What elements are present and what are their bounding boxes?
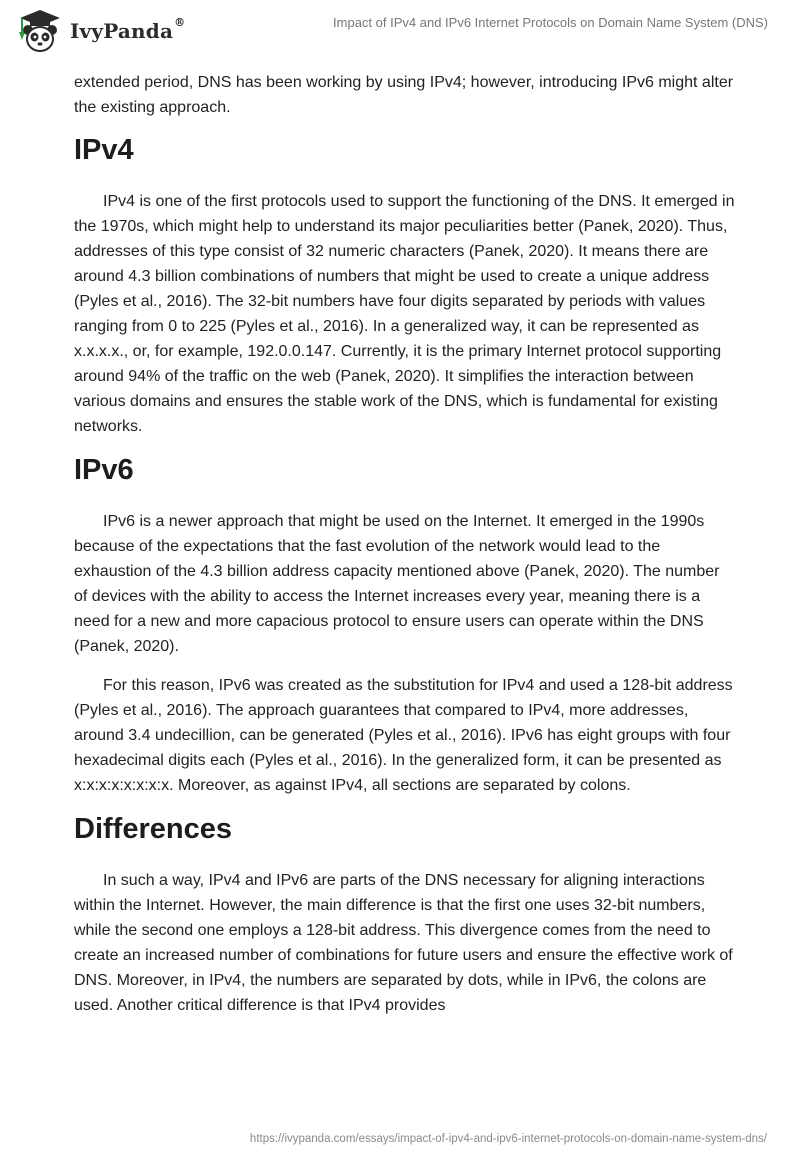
section-heading-differences: Differences [74,813,232,845]
section-heading-ipv4: IPv4 [74,134,134,166]
page-header [0,0,800,62]
paragraph-continuation: extended period, DNS has been working by using IPv4; however, introducing IPv6 might alter the existing approach. [74,74,734,116]
essay-body [74,70,736,1032]
panda-graduate-icon [16,8,64,54]
paragraph-differences: In such a way, IPv4 and IPv6 are parts of the DNS necessary for aligning interactions within the Internet. However, the main difference is that the first one uses 32-bit numbers, while the second one employs a 128-bit address. This divergence comes from the need to create an increased number of combinations for future users and ensure the effective work of DNS. Moreover, in IPv4, the numbers are separated by dots, while in IPv6, the colons are used. Another critical difference is that IPv4 provides [74,872,733,1014]
paragraph-ipv4: IPv4 is one of the first protocols used to support the functioning of the DNS. It emerged in the 1970s, which might help to understand its major peculiarities better (Panek, 2020). Thus, addresses of this type consist of 32 numeric characters (Panek, 2020). It means there are around 4.3 billion combinations of numbers that might be used to create a unique address (Pyles et al., 2016). The 32-bit numbers have four digits separated by periods with values ranging from 0 to 225 (Pyles et al., 2016). In a generalized way, it can be represented as x.x.x.x., or, for example, 192.0.0.147. Currently, it is the primary Internet protocol supporting around 94% of the traffic on the web (Panek, 2020). It simplifies the interaction between various domains and ensures the stable work of the DNS, which is fundamental for existing networks. [74,193,735,435]
section-heading-ipv6: IPv6 [74,454,134,486]
source-url[interactable]: https://ivypanda.com/essays/impact-of-ipv4-and-ipv6-internet-protocols-on-domain-name-system-dns/ [249,1133,767,1145]
brand-name: IvyPanda® [70,16,186,43]
ivypanda-logo[interactable] [16,8,185,54]
paragraph-ipv6-1: IPv6 is a newer approach that might be used on the Internet. It emerged in the 1990s because of the expectations that the fast evolution of the network would lead to the exhaustion of the 4.3 billion address capacity mentioned above (Panek, 2020). The number of devices with the ability to access the Internet increases every year, meaning there is a need for a new and more capacious protocol to ensure users can operate within the DNS (Panek, 2020). [74,513,720,655]
document-title: Impact of IPv4 and IPv6 Internet Protocols on Domain Name System (DNS) [333,15,768,30]
paragraph-ipv6-2: For this reason, IPv6 was created as the substitution for IPv4 and used a 128-bit address (Pyles et al., 2016). The approach guarantees that compared to IPv4, more addresses, around 3.4 undecillion, can be generated (Pyles et al., 2016). IPv6 has eight groups with four hexadecimal digits each (Pyles et al., 2016). In the generalized form, it can be presented as x:x:x:x:x:x:x:x. Moreover, as against IPv4, all sections are separated by colons. [74,677,733,794]
